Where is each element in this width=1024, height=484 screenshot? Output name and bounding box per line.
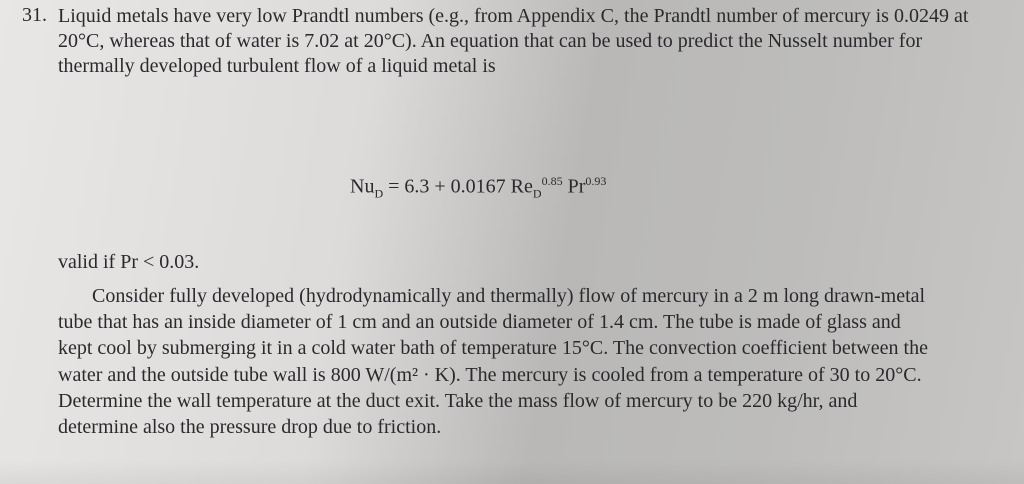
equation-nu-subscript: D [374,186,384,201]
equation-re-subscript: D [532,186,542,201]
nusselt-equation [350,174,606,202]
validity-condition: valid if Pr < 0.03. [58,251,200,273]
equation-pr-exponent: 0.93 [585,174,607,188]
problem-number: 31. [22,4,47,26]
equation-nu: Nu [350,175,375,198]
equation-pr: Pr [562,175,586,198]
equation-re-exponent: 0.85 [541,174,563,188]
page-shadow [0,460,1024,484]
equation-rhs: = 6.3 + 0.0167 Re [383,175,533,198]
problem-intro: Liquid metals have very low Prandtl numbers (e.g., from Appendix C, the Prandtl number of mercury is 0.0249 at 20°C, whereas that of water is 7.02 at 20°C). An equation that can be used to predict the Nusselt number for thermally developed turbulent flow of a liquid metal is [58,5,969,77]
problem-body: Consider fully developed (hydrodynamically and thermally) flow of mercury in a 2 m long drawn-metal tube that has an inside diameter of 1 cm and an outside diameter of 1.4 cm. The tube is made of glass and kept cool by submerging it in a cold water bath of temperature 15°C. The convection coefficient between the water and the outside tube wall is 800 W/(m² · K). The mercury is cooled from a temperature of 30 to 20°C. Determine the wall temperature at the duct exit. Take the mass flow of mercury to be 220 kg/hr, and determine also the pressure drop due to friction. [58,285,928,439]
